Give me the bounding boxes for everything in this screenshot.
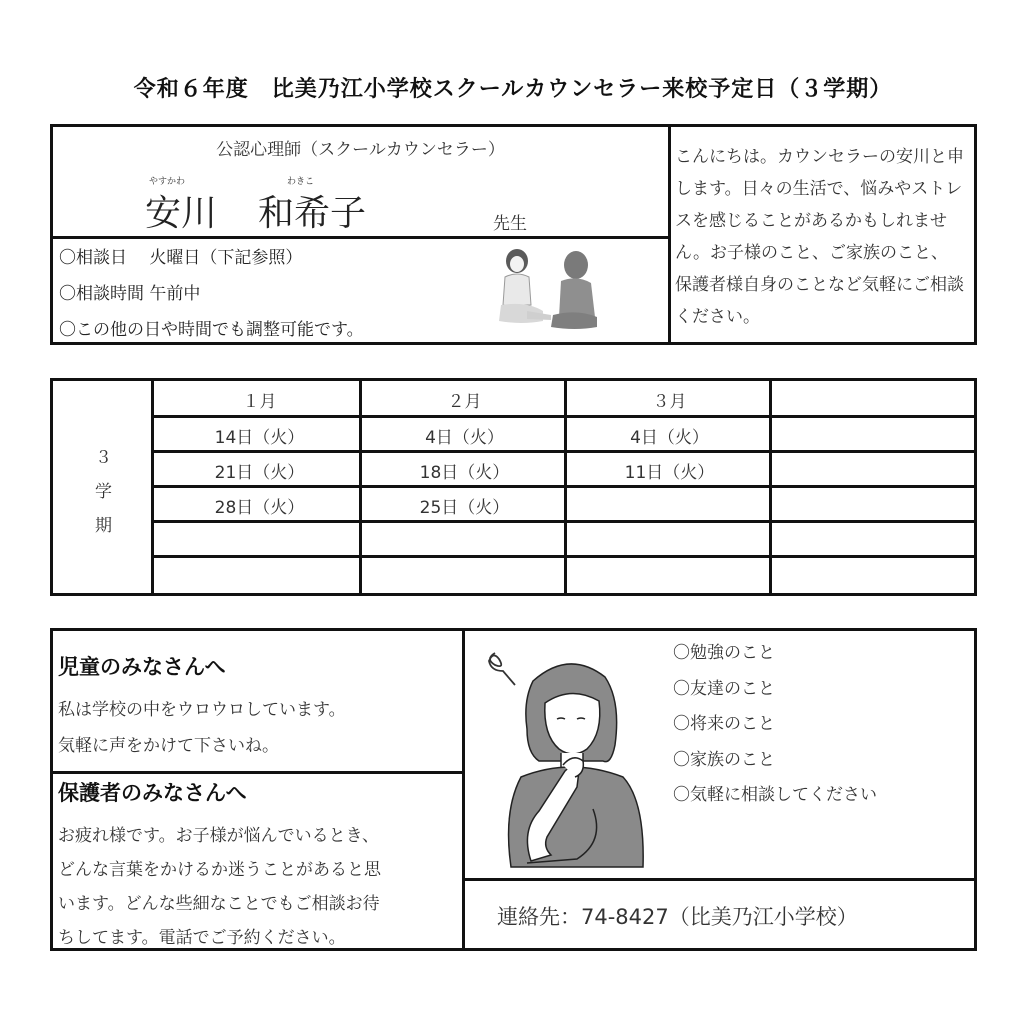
parents-text: います。どんな些細なことでもご相談お待 <box>58 894 380 914</box>
thinking-woman-illustration <box>481 641 651 869</box>
divider <box>53 771 462 774</box>
counselor-info-box <box>50 124 977 345</box>
month-header: ３月 <box>652 392 687 412</box>
message-box <box>50 628 977 951</box>
students-heading: 児童のみなさんへ <box>58 655 226 679</box>
date-cell: 18日（火） <box>419 463 510 483</box>
date-cell: 25日（火） <box>419 498 510 518</box>
greeting-text: こんにちは。カウンセラーの安川と申します。日々の生活で、悩みやストレスを感じることがあるかもしれません。お子様のこと、ご家族のこと、保護者様自身のことなど気軽にご相談ください。 <box>675 147 964 327</box>
row-divider <box>154 555 974 558</box>
row-divider <box>154 450 974 453</box>
topic-item: 〇家族のこと <box>673 749 775 770</box>
date-cell: 28日（火） <box>214 498 305 518</box>
month-header: ２月 <box>447 392 482 412</box>
row-divider <box>154 520 974 523</box>
date-cell: 21日（火） <box>214 463 305 483</box>
adjust-note: 〇この他の日や時間でも調整可能です。 <box>59 320 364 340</box>
consult-time: 〇相談時間 午前中 <box>59 284 201 304</box>
page-title: 令和６年度 比美乃江小学校スクールカウンセラー来校予定日（３学期） <box>133 77 893 102</box>
topic-item: 〇友達のこと <box>673 678 775 699</box>
month-header: １月 <box>242 392 277 412</box>
counselor-family-name: 安川 <box>145 193 218 234</box>
family-name-reading: やすかわ <box>149 177 186 187</box>
row-divider <box>154 485 974 488</box>
term-label <box>53 441 154 543</box>
honorific: 先生 <box>493 214 527 234</box>
parents-text: ちしてます。電話でご予約ください。 <box>58 928 346 948</box>
row-divider <box>154 415 974 418</box>
schedule-table <box>50 378 977 596</box>
consult-day: 〇相談日 火曜日（下記参照） <box>59 248 303 268</box>
topic-item: 〇気軽に相談してください <box>673 785 877 805</box>
topic-item: 〇勉強のこと <box>673 643 775 663</box>
term-column <box>53 381 154 593</box>
students-text: 私は学校の中をウロウロしています。 <box>58 700 346 720</box>
counselor-given-name: 和希子 <box>258 193 367 234</box>
date-cell: 4日（火） <box>630 428 709 448</box>
date-cell: 11日（火） <box>624 463 715 483</box>
contact-info: 連絡先：74-8427（比美乃江小学校） <box>497 905 858 929</box>
term-label-char: 学 <box>95 482 112 502</box>
divider <box>53 236 668 239</box>
students-text: 気軽に声をかけて下さいね。 <box>58 736 279 756</box>
divider <box>465 878 974 881</box>
given-name-reading: わきこ <box>287 177 315 187</box>
topic-list <box>673 638 877 816</box>
divider <box>668 127 671 342</box>
counselor-role: 公認心理師（スクールカウンセラー） <box>216 140 505 160</box>
divider <box>462 631 465 948</box>
parents-text: お疲れ様です。お子様が悩んでいるとき、 <box>58 826 379 846</box>
date-cell: 14日（火） <box>214 428 305 448</box>
topic-item: 〇将来のこと <box>673 714 775 734</box>
date-cell: 4日（火） <box>425 428 504 448</box>
term-label-char: ３ <box>95 448 112 468</box>
parents-text: どんな言葉をかけるか迷うことがあると思 <box>58 860 381 880</box>
term-label-char: 期 <box>95 516 112 536</box>
parents-heading: 保護者のみなさんへ <box>58 781 247 805</box>
counseling-illustration <box>497 245 609 335</box>
